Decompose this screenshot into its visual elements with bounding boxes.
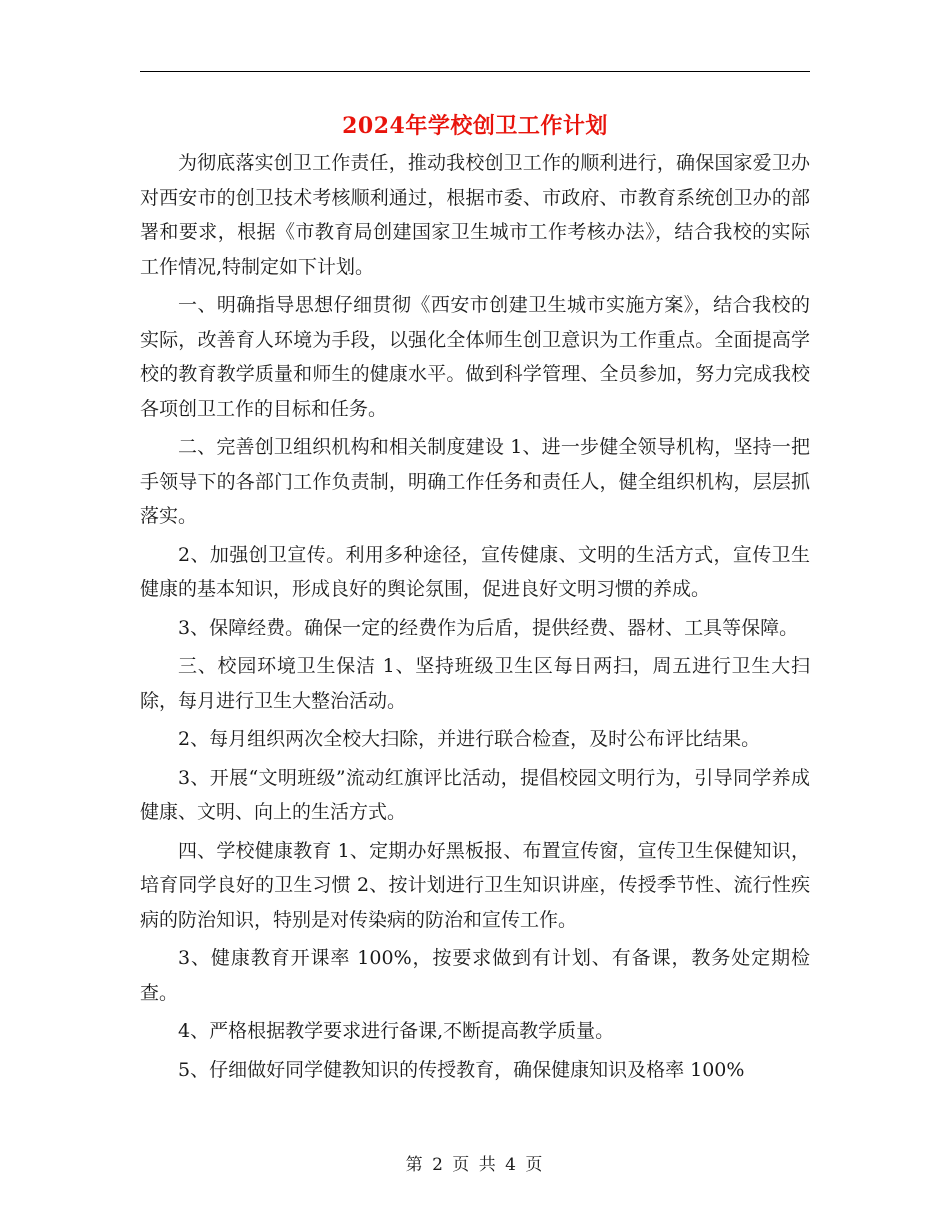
paragraph: 一、明确指导思想仔细贯彻《西安市创建卫生城市实施方案》，结合我校的实际，改善育人环境为手段，以强化全体师生创卫意识为工作重点。全面提高学校的教育教学质量和师生的健康水平。做到科学管理、全员参加，努力完成我校各项创卫工作的目标和任务。: [140, 294, 810, 420]
paragraph: 3、健康教育开课率 100%，按要求做到有计划、有备课，教务处定期检查。: [140, 947, 810, 1004]
header-rule: [140, 71, 810, 72]
paragraph: 三、校园环境卫生保洁 1、坚持班级卫生区每日两扫，周五进行卫生大扫除，每月进行卫生大整治活动。: [140, 655, 810, 712]
paragraph: 4、严格根据教学要求进行备课,不断提高教学质量。: [178, 1020, 615, 1042]
paragraph: 四、学校健康教育 1、定期办好黑板报、布置宣传窗，宣传卫生保健知识，培育同学良好的卫生习惯 2、按计划进行卫生知识讲座，传授季节性、流行性疾病的防治知识，特别是对传染病的防治和宣传工作。: [140, 839, 810, 931]
paragraph: 二、完善创卫组织机构和相关制度建设 1、进一步健全领导机构，坚持一把手领导下的各部门工作负责制，明确工作任务和责任人，健全组织机构，层层抓落实。: [140, 436, 810, 527]
paragraph: 5、仔细做好同学健教知识的传授教育，确保健康知识及格率 100%: [178, 1058, 745, 1081]
paragraph: 为彻底落实创卫工作责任，推动我校创卫工作的顺利进行，确保国家爱卫办对西安市的创卫技术考核顺利通过，根据市委、市政府、市教育系统创卫办的部署和要求，根据《市教育局创建国家卫生城市工作考核办法》，结合我校的实际工作情况,特制定如下计划。: [140, 152, 810, 278]
paragraph: 3、保障经费。确保一定的经费作为后盾，提供经费、器材、工具等保障。: [178, 616, 799, 639]
page-number: 第 2 页 共 4 页: [405, 1155, 545, 1175]
paragraph: 3、开展“文明班级”流动红旗评比活动，提倡校园文明行为，引导同学养成健康、文明、向上的生活方式。: [140, 766, 810, 823]
paragraph: 2、每月组织两次全校大扫除，并进行联合检查，及时公布评比结果。: [178, 728, 761, 750]
document-title: 2024年学校创卫工作计划: [342, 113, 608, 139]
document-body: [140, 146, 810, 1091]
paragraph: 2、加强创卫宣传。利用多种途径，宣传健康、文明的生活方式，宣传卫生健康的基本知识，形成良好的舆论氛围，促进良好文明习惯的养成。: [140, 543, 810, 600]
